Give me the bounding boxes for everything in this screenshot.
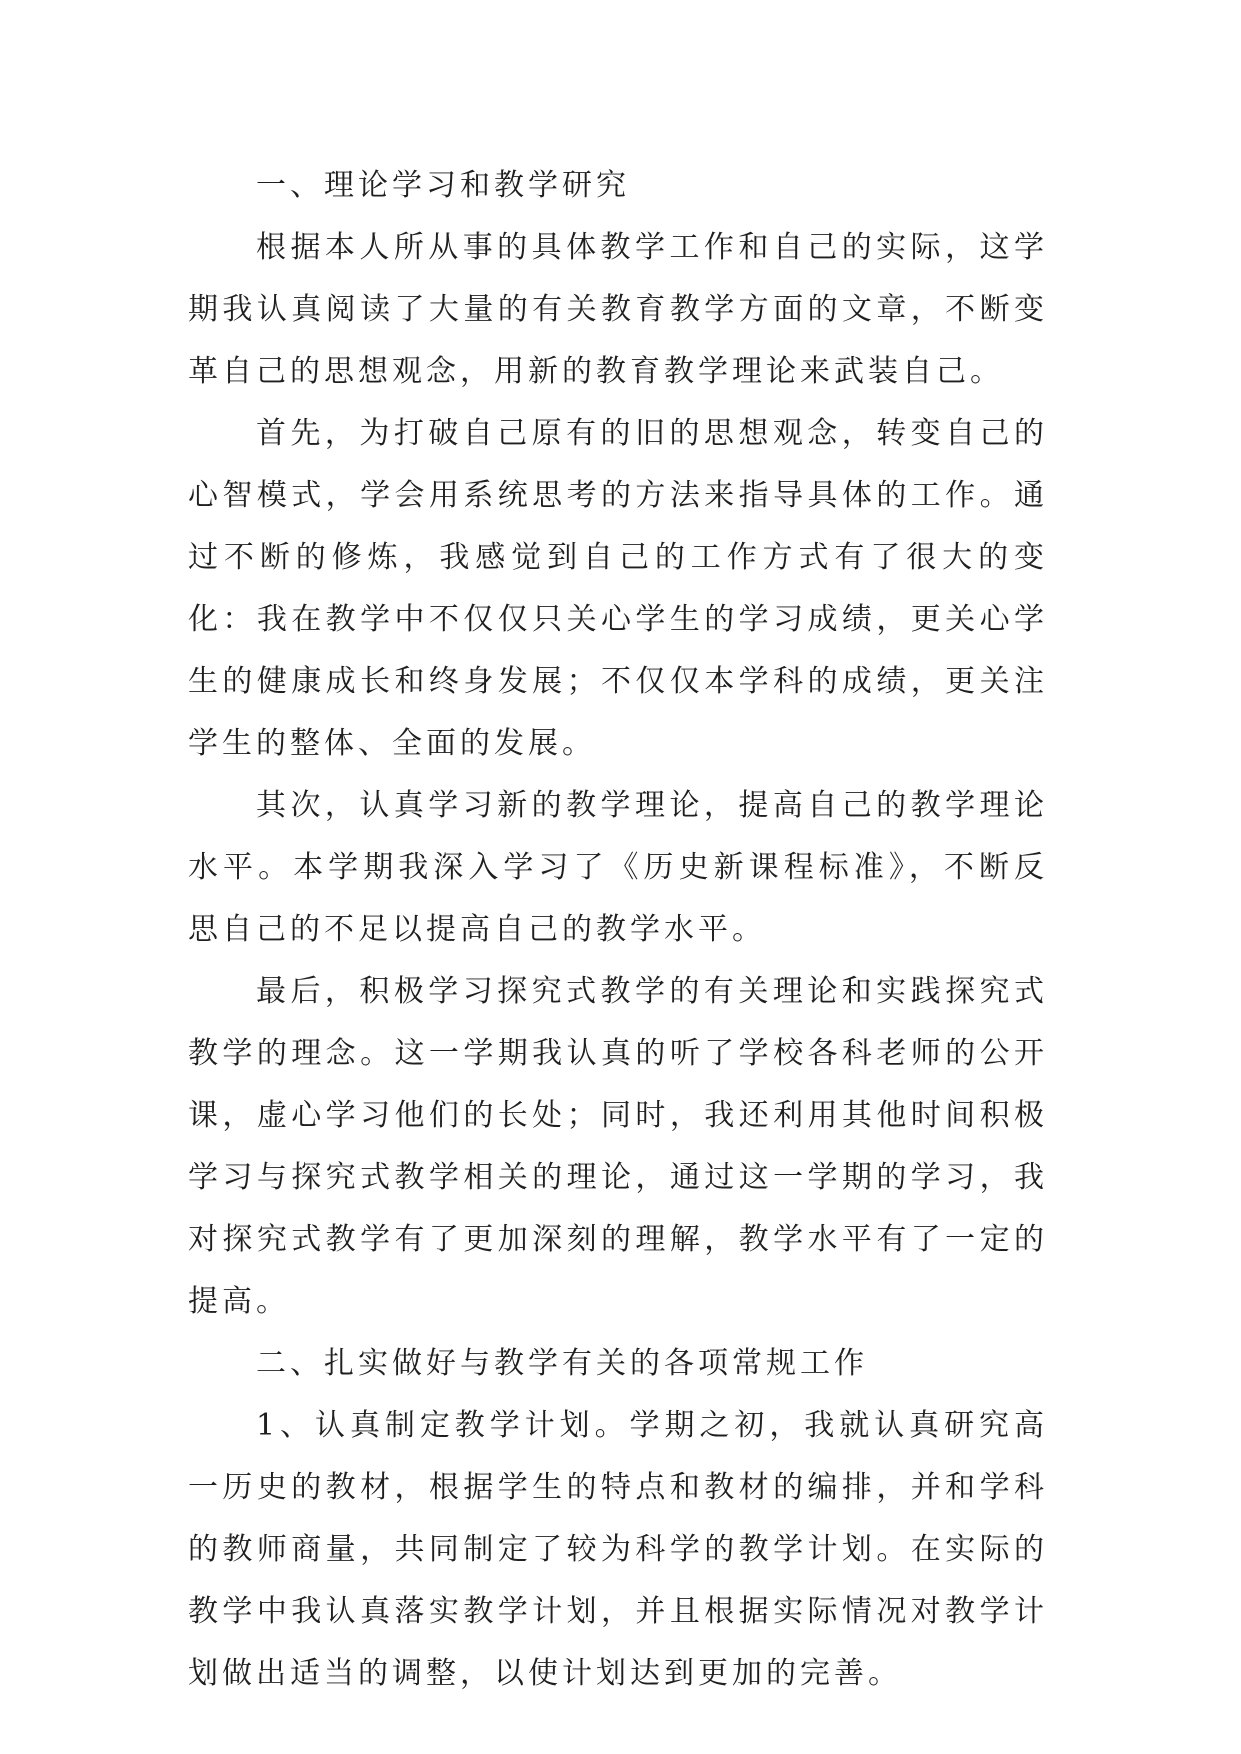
section-heading-routine: 二、扎实做好与教学有关的各项常规工作	[256, 1346, 868, 1381]
document-body	[188, 155, 1048, 1705]
paragraph-intro: 根据本人所从事的具体教学工作和自己的实际，这学期我认真阅读了大量的有关教育教学方面的文章，不断变革自己的思想观念，用新的教育教学理论来武装自己。	[188, 230, 1048, 389]
paragraph-plan: 1、认真制定教学计划。学期之初，我就认真研究高一历史的教材，根据学生的特点和教材的编排，并和学科的教师商量，共同制定了较为科学的教学计划。在实际的教学中我认真落实教学计划，并且根据实际情况对教学计划做出适当的调整，以使计划达到更加的完善。	[188, 1408, 1048, 1691]
paragraph-first: 首先，为打破自己原有的旧的思想观念，转变自己的心智模式，学会用系统思考的方法来指导具体的工作。通过不断的修炼，我感觉到自己的工作方式有了很大的变化：我在教学中不仅仅只关心学生的学习成绩，更关心学生的健康成长和终身发展；不仅仅本学科的成绩，更关注学生的整体、全面的发展。	[188, 416, 1048, 761]
section-heading-theory: 一、理论学习和教学研究	[256, 168, 630, 203]
paragraph-second: 其次，认真学习新的教学理论，提高自己的教学理论水平。本学期我深入学习了《历史新课程标准》，不断反思自己的不足以提高自己的教学水平。	[188, 788, 1048, 947]
paragraph-last: 最后，积极学习探究式教学的有关理论和实践探究式教学的理念。这一学期我认真的听了学校各科老师的公开课，虚心学习他们的长处；同时，我还利用其他时间积极学习与探究式教学相关的理论，通过这一学期的学习，我对探究式教学有了更加深刻的理解，教学水平有了一定的提高。	[188, 974, 1048, 1319]
